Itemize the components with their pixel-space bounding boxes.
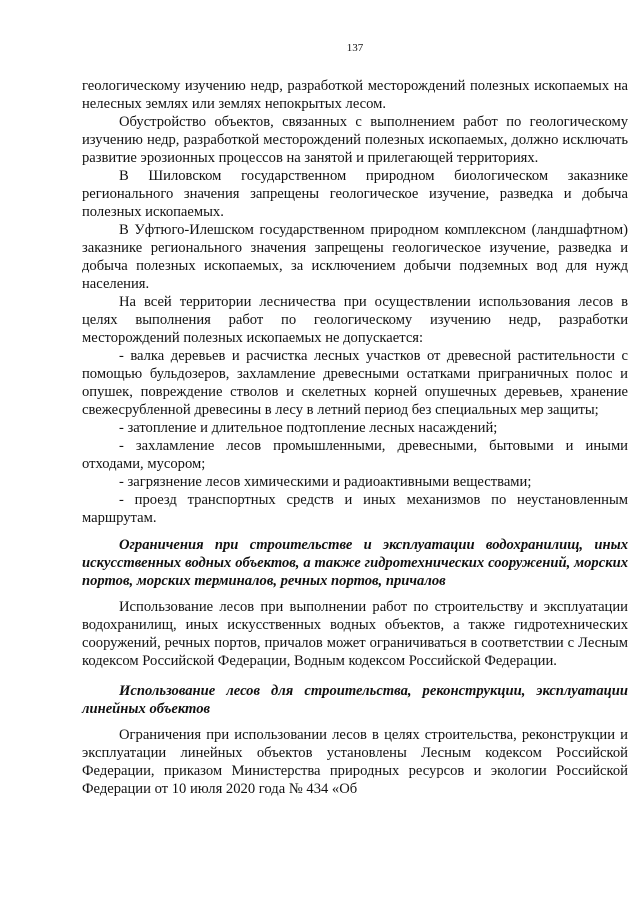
paragraph-prohibitions-intro: На всей территории лесничества при осуществлении использования лесов в целях выполнения работ по геологическому изучению недр, разработки месторождений полезных ископаемых не допускается:: [82, 294, 628, 346]
section-body-reservoirs: Использование лесов при выполнении работ по строительству и эксплуатации водохранилищ, иных искусственных водных объектов, а также гидротехнических сооружений, речных портов, причалов может ограничиваться в соответствии с Лесным кодексом Российской Федерации, Водным кодексом Российской Федерации.: [82, 599, 628, 669]
paragraph-uftyugo-ileshsky-reserve: В Уфтюго-Илешском государственном природном комплексном (ландшафтном) заказнике регионального значения запрещены геологическое изучение, разведка и добыча полезных ископаемых, за исключением добычи подземных вод для нужд населения.: [82, 222, 628, 292]
paragraph-erosion: Обустройство объектов, связанных с выполнением работ по геологическому изучению недр, разработкой месторождений полезных ископаемых, должно исключать развитие эрозионных процессов на занятой и прилегающей территориях.: [82, 114, 628, 166]
page-number: 137: [346, 42, 364, 54]
list-item-littering: - захламление лесов промышленными, древесными, бытовыми и иными отходами, мусором;: [82, 438, 628, 472]
paragraph-geology-continued: геологическому изучению недр, разработкой месторождений полезных ископаемых на нелесных землях или землях непокрытых лесом.: [82, 78, 628, 112]
list-item-vehicle-passage: - проезд транспортных средств и иных механизмов по неустановленным маршрутам.: [82, 492, 628, 526]
page-content: [82, 77, 628, 798]
list-item-tree-felling: - валка деревьев и расчистка лесных участков от древесной растительности с помощью бульдозеров, захламление древесными остатками приграничных полос и опушек, повреждение стволов и скелетных корней опушечных деревьев, хранение свежесрубленной древесины в лесу в летний период без специальных мер защиты;: [82, 348, 628, 418]
section-body-linear-objects: Ограничения при использовании лесов в целях строительства, реконструкции и эксплуатации линейных объектов установлены Лесным кодексом Российской Федерации, приказом Министерства природных ресурсов и экологии Российской Федерации от 10 июля 2020 года № 434 «Об: [82, 727, 628, 797]
section-heading-reservoirs: Ограничения при строительстве и эксплуатации водохранилищ, иных искусственных водных объектов, а также гидротехнических сооружений, морских портов, морских терминалов, речных портов, причалов: [82, 537, 628, 589]
section-heading-linear-objects: Использование лесов для строительства, реконструкции, эксплуатации линейных объектов: [82, 683, 628, 717]
list-item-flooding: - затопление и длительное подтопление лесных насаждений;: [119, 420, 498, 436]
list-item-pollution: - загрязнение лесов химическими и радиоактивными веществами;: [119, 474, 532, 490]
paragraph-shilovsky-reserve: В Шиловском государственном природном биологическом заказнике регионального значения запрещены геологическое изучение, разведка и добыча полезных ископаемых.: [82, 168, 628, 220]
